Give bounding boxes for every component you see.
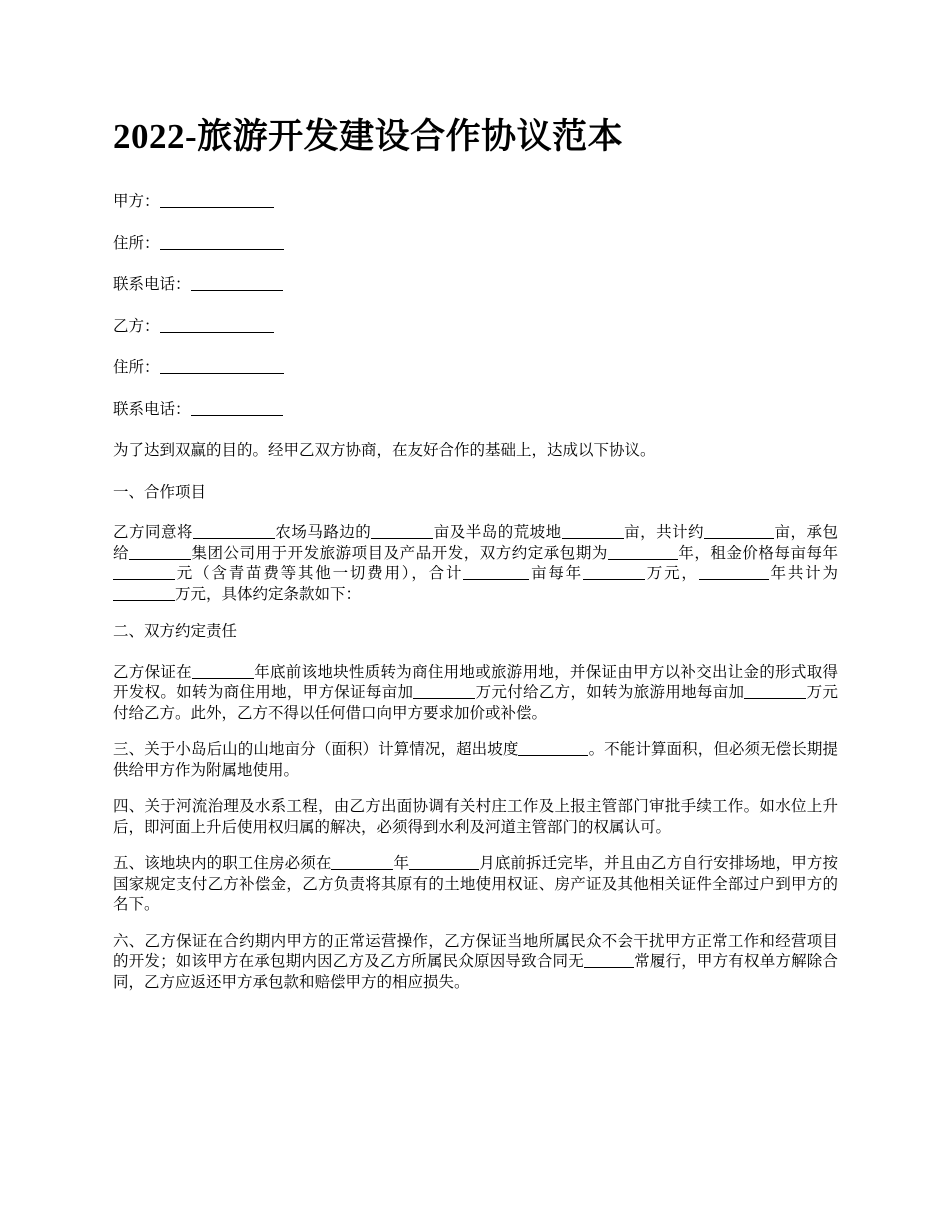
blank-field — [192, 663, 254, 679]
text-segment: 万元付给乙方，如转为旅游用地每亩加 — [475, 683, 745, 701]
text-segment: 年 — [393, 854, 410, 872]
field-label: 住所： — [113, 233, 160, 252]
section-1-heading: 一、合作项目 — [113, 482, 207, 501]
section-3-paragraph — [113, 739, 838, 780]
text-segment: 六、乙方保证在合约期内甲方的正常运营操作，乙方保证当地所属民众不会干扰甲方正常工作和经营项目的开发；如该甲方在承包期内因乙方及乙方所属民众原因导致合同无 — [113, 931, 838, 970]
text-segment: 三、关于小岛后山的山地亩分（面积）计算情况，超出坡度 — [113, 740, 519, 758]
intro-paragraph: 为了达到双赢的目的。经甲乙双方协商，在友好合作的基础上，达成以下协议。 — [113, 441, 656, 459]
blank-field — [191, 275, 283, 291]
blank-field — [371, 523, 433, 539]
blank-field — [129, 544, 191, 560]
blank-field — [413, 683, 475, 699]
text-segment: 亩，共计约 — [623, 523, 705, 541]
blank-field — [608, 544, 678, 560]
blank-field — [160, 317, 274, 333]
blank-field — [562, 523, 624, 539]
section-6-paragraph — [113, 931, 838, 993]
text-segment: 万元， — [645, 564, 699, 582]
text-segment: 亩，承包给 — [113, 523, 838, 562]
blank-field — [113, 564, 175, 580]
blank-field — [704, 523, 774, 539]
field-label: 住所： — [113, 358, 160, 376]
section-4-paragraph: 四、关于河流治理及水系工程，由乙方出面协调有关村庄工作及上报主管部门审批手续工作。如水位上升后，即河面上升后使用权归属的解决，必须得到水利及河道主管部门的权属认可。 — [113, 797, 838, 836]
field-label: 联系电话： — [113, 399, 191, 418]
field-label: 甲方： — [113, 192, 160, 210]
blank-field — [331, 854, 393, 870]
party-a-phone-line — [113, 273, 838, 295]
blank-field — [191, 400, 283, 416]
blank-field — [160, 234, 284, 250]
text-segment: 万元，具体约定条款如下： — [175, 584, 362, 603]
blank-field — [409, 854, 479, 870]
blank-field — [193, 523, 275, 539]
text-segment: 年共计为 — [768, 564, 838, 582]
text-segment: 乙方同意将 — [113, 523, 193, 541]
section-1-paragraph — [113, 522, 838, 604]
section-5-paragraph — [113, 853, 838, 915]
text-segment: 五、该地块内的职工住房必须在 — [113, 854, 332, 872]
party-b-address-line — [113, 356, 838, 378]
blank-field — [160, 192, 274, 208]
blank-field — [583, 564, 645, 580]
text-segment: 。不能计算面积，但必须无偿长期提供给甲方作为附属地使用。 — [113, 740, 838, 779]
field-label: 联系电话： — [113, 275, 191, 293]
blank-field — [744, 683, 806, 699]
text-segment: 乙方保证在 — [113, 662, 192, 681]
blank-field — [518, 740, 588, 756]
text-segment: 亩每年 — [529, 564, 583, 582]
text-segment: 元（含青苗费等其他一切费用），合计 — [175, 564, 464, 582]
text-segment: 月底前拆迁完毕，并且由乙方自行安排场地，甲方按国家规定支付乙方补偿金，乙方负责将其原有的土地使用权证、房产证及其他相关证件全部过户到甲方的名下。 — [113, 854, 838, 913]
document-page — [113, 110, 838, 1008]
party-a-address-line — [113, 232, 838, 254]
text-segment: 常履行，甲方有权单方解除合同，乙方应返还甲方承包款和赔偿甲方的相应损失。 — [113, 952, 838, 991]
section-2-heading: 二、双方约定责任 — [113, 622, 238, 640]
text-segment: 年，租金价格每亩每年 — [677, 543, 838, 562]
text-segment: 亩及半岛的荒坡地 — [433, 523, 562, 541]
blank-field — [463, 564, 529, 580]
document-title: 2022-旅游开发建设合作协议范本 — [113, 117, 624, 156]
text-segment: 年底前该地块性质转为商住用地或旅游用地，并保证由甲方以补交出让金的形式取得开发权。如转为商住用地，甲方保证每亩加 — [113, 662, 838, 701]
blank-field — [584, 952, 634, 968]
section-2-paragraph — [113, 662, 838, 724]
blank-field — [113, 585, 175, 601]
party-a-name-line — [113, 190, 838, 212]
blank-field — [699, 564, 769, 580]
field-label: 乙方： — [113, 316, 160, 335]
party-b-name-line — [113, 315, 838, 337]
text-segment: 万元付给乙方。此外，乙方不得以任何借口向甲方要求加价或补偿。 — [113, 683, 838, 722]
text-segment: 集团公司用于开发旅游项目及产品开发，双方约定承包期为 — [191, 543, 608, 562]
party-b-phone-line — [113, 398, 838, 420]
text-segment: 农场马路边的 — [274, 523, 372, 541]
blank-field — [160, 358, 284, 374]
